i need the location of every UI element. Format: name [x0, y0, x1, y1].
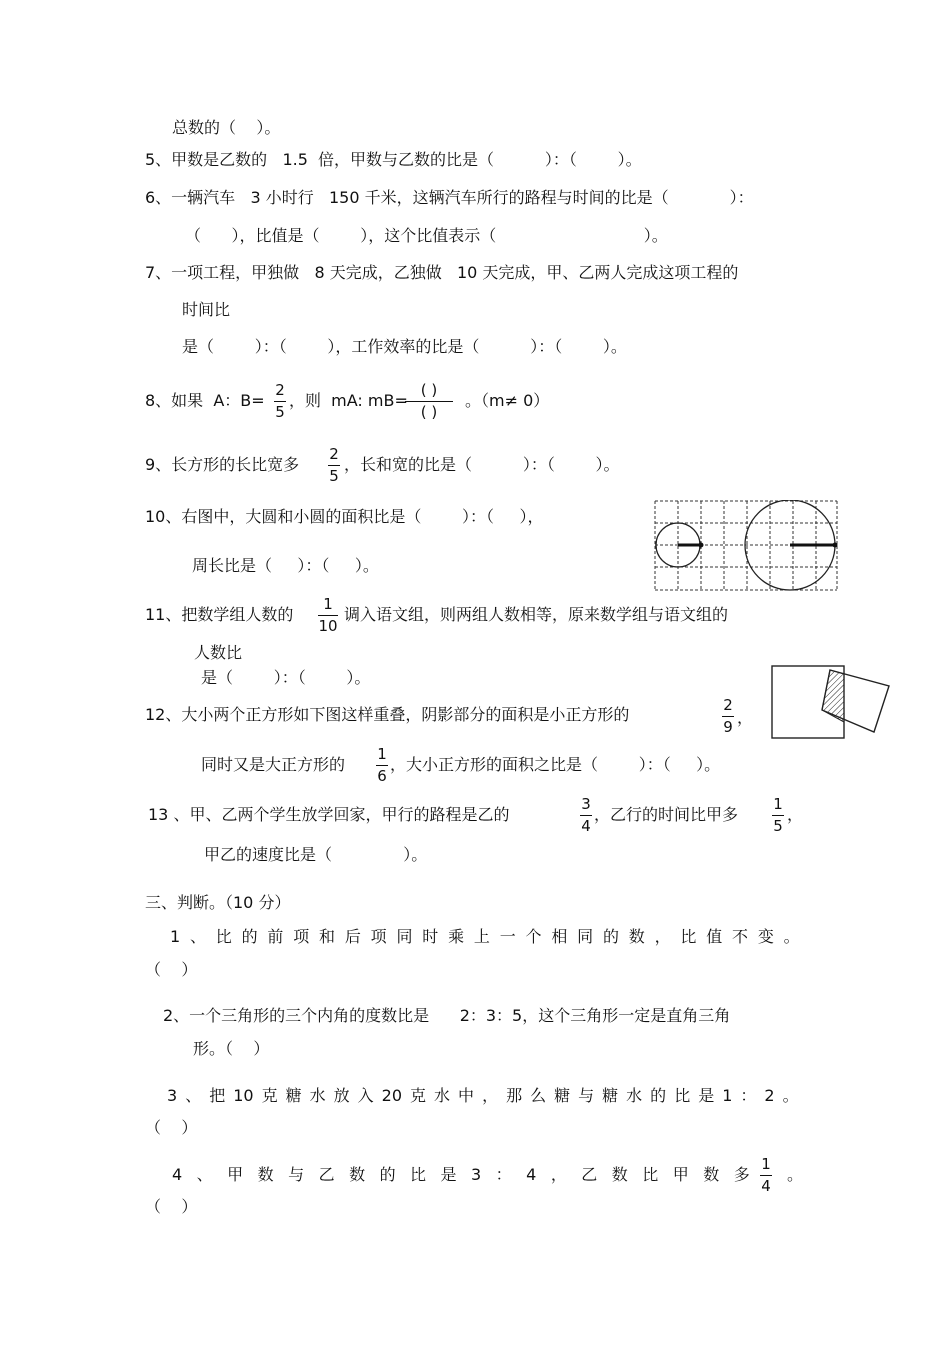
fraction-3-4: [580, 795, 592, 835]
fraction-bar: [760, 1175, 772, 1176]
justified-char: 糖: [285, 1086, 302, 1105]
fraction-denominator: 5: [329, 467, 339, 485]
justified-char: 比: [674, 1086, 691, 1105]
justified-char: 与: [578, 1086, 595, 1105]
section-3-heading: 三、判断。（10 分）: [145, 893, 291, 912]
justified-char: 后: [344, 927, 361, 946]
justified-char: 上: [473, 927, 490, 946]
justified-char: 。: [782, 1086, 799, 1105]
justified-char: 的: [241, 927, 258, 946]
fraction-2-9: [722, 696, 734, 736]
question-12-part2: 同时又是大正方形的: [201, 755, 346, 774]
question-10-line2: 周长比是（ ）：（ ）。: [192, 556, 379, 575]
justified-char: 和: [319, 927, 336, 946]
justified-char: 2: [764, 1086, 775, 1105]
fraction-numerator: 1: [761, 1155, 771, 1173]
question-12-part1: 12、大小两个正方形如下图这样重叠，阴影部分的面积是小正方形的: [145, 705, 630, 724]
question-7-line3: 是（ ）：（ ），工作效率的比是（ ）：（ ）。: [182, 337, 627, 356]
fraction-numerator: 3: [581, 795, 591, 813]
justified-char: 多: [733, 1165, 750, 1184]
circles-grid-figure: [654, 500, 838, 592]
justified-char: 克: [410, 1086, 427, 1105]
judge-3: [167, 1086, 799, 1106]
justified-char: 的: [650, 1086, 667, 1105]
justified-char: 那: [506, 1086, 523, 1105]
fraction-denominator: 5: [275, 403, 285, 421]
justified-char: 时: [422, 927, 439, 946]
fraction-numerator: 2: [723, 696, 733, 714]
fraction-denominator: 5: [773, 817, 783, 835]
justified-char: 比: [642, 1165, 659, 1184]
justified-char: 数: [703, 1165, 720, 1184]
justified-char: 。: [783, 927, 800, 946]
justified-char: 、: [196, 1165, 213, 1184]
justified-char: 水: [434, 1086, 451, 1105]
q4-tail: 总数的（ ）。: [172, 118, 281, 137]
fraction-blank: [405, 381, 453, 421]
question-13-part2: ，乙行的时间比甲多: [594, 805, 739, 824]
judge-1-paren: （ ）: [145, 960, 198, 979]
fraction-numerator: 1: [377, 745, 387, 763]
justified-char: ，: [654, 927, 671, 946]
justified-char: 的: [379, 1165, 396, 1184]
judge-4-end: 。: [787, 1165, 804, 1184]
justified-char: 水: [309, 1086, 326, 1105]
fraction-bar: [376, 765, 388, 766]
justified-char: 4: [172, 1165, 183, 1184]
judge-4: [172, 1165, 750, 1185]
justified-char: 比: [680, 927, 697, 946]
justified-char: 前: [267, 927, 284, 946]
justified-char: 相: [551, 927, 568, 946]
justified-char: 是: [698, 1086, 715, 1105]
question-11-part1: 11、把数学组人数的: [145, 605, 294, 624]
question-6-line1: 6、一辆汽车 3 小时行 150 千米，这辆汽车所行的路程与时间的比是（ ）：: [145, 188, 754, 207]
justified-char: 比: [215, 927, 232, 946]
justified-char: 1: [722, 1086, 733, 1105]
fraction-denominator: ( ): [420, 403, 438, 421]
fraction-bar: [405, 401, 453, 402]
justified-char: 3: [471, 1165, 482, 1184]
question-9-part1: 9、长方形的长比宽多: [145, 455, 300, 474]
justified-char: ：: [495, 1165, 512, 1184]
fraction-1-5: [772, 795, 784, 835]
question-8-part1: 8、如果 A：B=: [145, 391, 265, 410]
justified-char: 数: [257, 1165, 274, 1184]
fraction-1-6: [376, 745, 388, 785]
question-8-part2: ，则 mA: mB=: [289, 391, 408, 410]
judge-4-paren: （ ）: [145, 1197, 198, 1216]
question-13-line2: 甲乙的速度比是（ ）。: [204, 845, 428, 864]
justified-char: 克: [261, 1086, 278, 1105]
justified-char: 的: [602, 927, 619, 946]
justified-char: 与: [288, 1165, 305, 1184]
fraction-denominator: 4: [581, 817, 591, 835]
justified-char: 4: [526, 1165, 537, 1184]
question-6-line2: （ ），比值是（ ），这个比值表示（ ）。: [185, 226, 668, 245]
justified-char: 数: [611, 1165, 628, 1184]
justified-char: 乙: [318, 1165, 335, 1184]
justified-char: 比: [410, 1165, 427, 1184]
question-5: 5、甲数是乙数的 1.5 倍，甲数与乙数的比是（ ）：（ ）。: [145, 150, 642, 169]
justified-char: 数: [628, 927, 645, 946]
fraction-denominator: 6: [377, 767, 387, 785]
justified-char: 么: [530, 1086, 547, 1105]
fraction-numerator: 1: [773, 795, 783, 813]
justified-char: 项: [293, 927, 310, 946]
justified-char: 变: [757, 927, 774, 946]
question-13-part1: 13 、甲、乙两个学生放学回家，甲行的路程是乙的: [148, 805, 510, 824]
fraction-bar: [722, 716, 734, 717]
justified-char: 甲: [227, 1165, 244, 1184]
fraction-denominator: 4: [761, 1177, 771, 1195]
justified-char: 、: [189, 927, 206, 946]
justified-char: 糖: [602, 1086, 619, 1105]
justified-char: ，: [482, 1086, 499, 1105]
question-7-line1: 7、一项工程，甲独做 8 天完成，乙独做 10 天完成，甲、乙两人完成这项工程的: [145, 263, 739, 282]
question-7-line2: 时间比: [182, 300, 231, 319]
justified-char: 同: [577, 927, 594, 946]
judge-1: [170, 927, 800, 947]
fraction-1-10: [318, 595, 338, 635]
justified-char: 同: [396, 927, 413, 946]
justified-char: 值: [706, 927, 723, 946]
justified-char: ，: [550, 1165, 567, 1184]
fraction-1-4: [760, 1155, 772, 1195]
justified-char: 甲: [672, 1165, 689, 1184]
fraction-numerator: 2: [275, 381, 285, 399]
justified-char: 糖: [554, 1086, 571, 1105]
question-11-line2: 人数比: [194, 643, 243, 662]
justified-char: 20: [381, 1086, 403, 1105]
fraction-2-5: [274, 381, 286, 421]
question-12-part3: ，大小正方形的面积之比是（ ）：（ ）。: [390, 755, 721, 774]
judge-2-line2: 形。（ ）: [193, 1039, 270, 1058]
fraction-bar: [772, 815, 784, 816]
fraction-bar: [318, 615, 338, 616]
fraction-bar: [580, 815, 592, 816]
justified-char: 入: [357, 1086, 374, 1105]
question-13-comma: ，: [787, 805, 804, 824]
fraction-2-5: [328, 445, 340, 485]
question-12-comma: ，: [737, 708, 754, 727]
judge-2-line1: 2、一个三角形的三个内角的度数比是 2：3：5，这个三角形一定是直角三角: [163, 1006, 731, 1025]
justified-char: 1: [170, 927, 181, 946]
justified-char: 是: [440, 1165, 457, 1184]
justified-char: 把: [209, 1086, 226, 1105]
fraction-numerator: 2: [329, 445, 339, 463]
justified-char: 3: [167, 1086, 178, 1105]
question-11-line3: 是（ ）：（ ）。: [201, 668, 371, 687]
question-8-part3: 。（m≠ 0）: [465, 391, 550, 410]
justified-char: 水: [626, 1086, 643, 1105]
justified-char: 乙: [581, 1165, 598, 1184]
justified-char: 个: [525, 927, 542, 946]
fraction-numerator: 1: [323, 595, 333, 613]
justified-char: 数: [349, 1165, 366, 1184]
justified-char: 中: [458, 1086, 475, 1105]
justified-char: 、: [185, 1086, 202, 1105]
question-11-part2: 调入语文组，则两组人数相等，原来数学组与语文组的: [344, 605, 729, 624]
fraction-bar: [274, 401, 286, 402]
fraction-bar: [328, 465, 340, 466]
justified-char: 乘: [448, 927, 465, 946]
justified-char: 一: [499, 927, 516, 946]
justified-char: ：: [740, 1086, 757, 1105]
fraction-denominator: 9: [723, 718, 733, 736]
justified-char: 10: [233, 1086, 254, 1105]
question-9-part2: ，长和宽的比是（ ）：（ ）。: [344, 455, 620, 474]
overlapping-squares-figure: [770, 662, 894, 742]
judge-3-paren: （ ）: [145, 1118, 198, 1137]
question-10-line1: 10、右图中，大圆和小圆的面积比是（ ）：（ ），: [145, 507, 544, 526]
justified-char: 不: [732, 927, 749, 946]
fraction-denominator: 10: [318, 617, 338, 635]
justified-char: 放: [333, 1086, 350, 1105]
fraction-numerator: ( ): [420, 381, 438, 399]
justified-char: 项: [370, 927, 387, 946]
